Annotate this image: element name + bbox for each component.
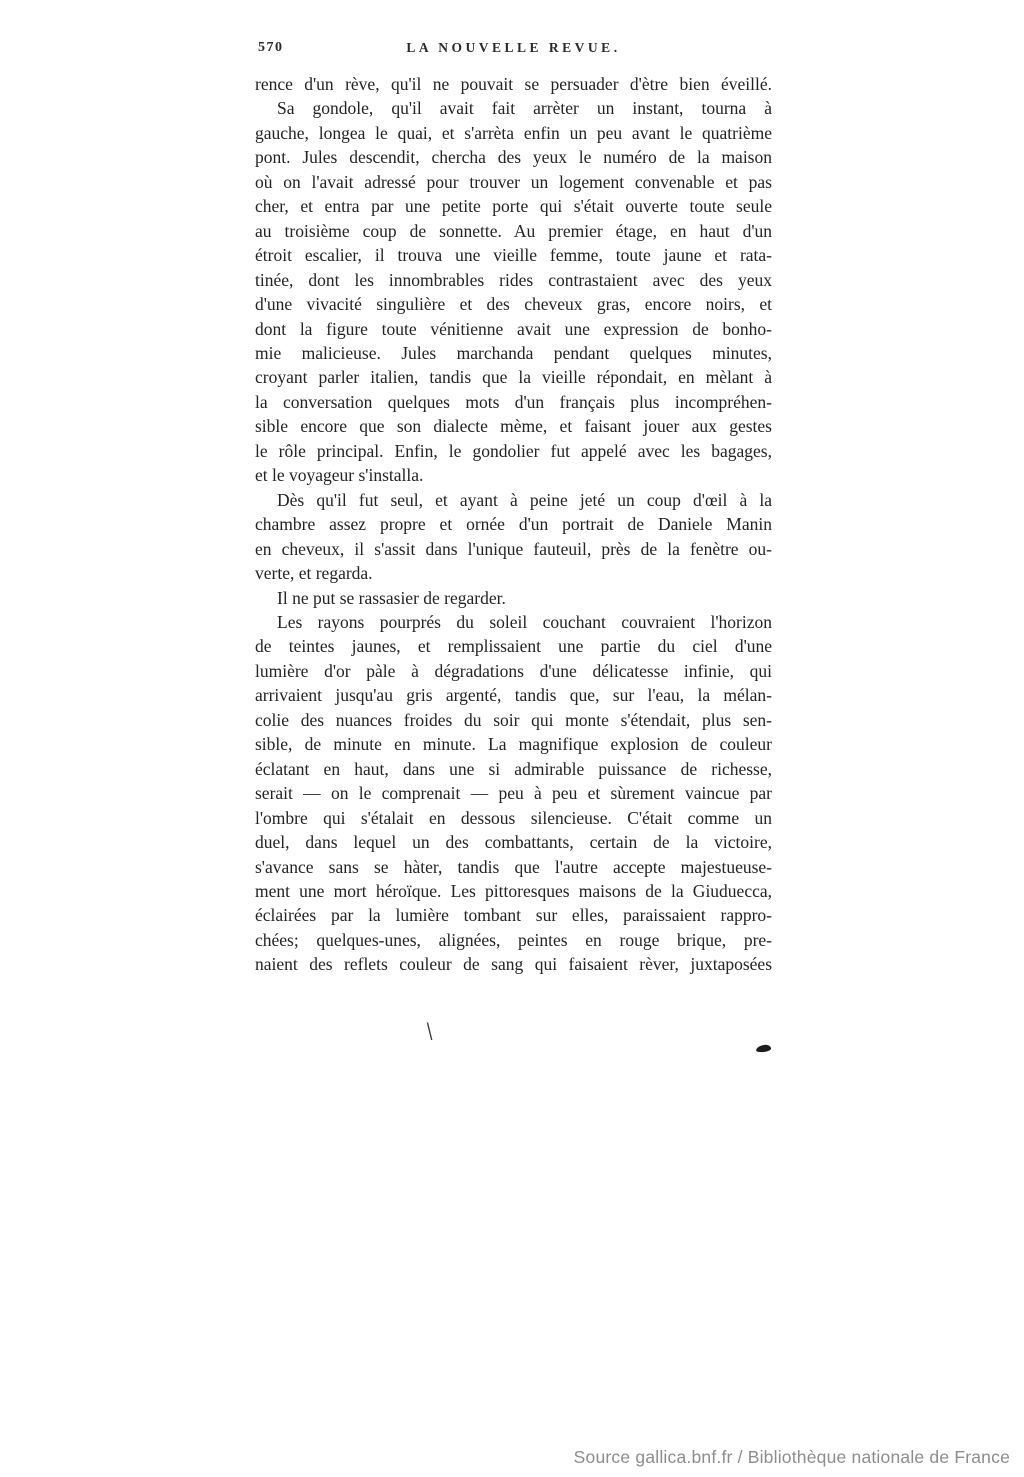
text-line: Il ne put se rassasier de regarder. xyxy=(277,587,506,608)
text-line: la conversation quelques mots d'un français plus incompréhen- xyxy=(255,391,772,412)
text-line: sible encore que son dialecte mème, et faisant jouer aux gestes xyxy=(255,416,772,437)
text-line: rence d'un rève, qu'il ne pouvait se persuader d'ètre bien éveillé. xyxy=(255,74,772,94)
text-line: en cheveux, il s'assit dans l'unique fauteuil, près de la fenètre ou- xyxy=(255,538,772,559)
text-line: le rôle principal. Enfin, le gondolier fut appelé avec les bagages, xyxy=(255,440,772,461)
text-line: éclairées par la lumière tombant sur elles, paraissaient rappro- xyxy=(255,905,772,926)
text-line: colie des nuances froides du soir qui monte s'étendait, plus sen- xyxy=(255,709,772,730)
text-line: l'ombre qui s'étalait en dessous silencieuse. C'était comme un xyxy=(255,807,772,828)
text-line: d'une vivacité singulière et des cheveux gras, encore noirs, et xyxy=(255,294,772,315)
text-block xyxy=(255,72,772,977)
text-line: mie malicieuse. Jules marchanda pendant quelques minutes, xyxy=(255,342,772,363)
text-line: et le voyageur s'installa. xyxy=(255,465,424,486)
page-number: 570 xyxy=(258,40,284,55)
text-line: au troisième coup de sonnette. Au premier étage, en haut d'un xyxy=(255,220,772,241)
text-line: chambre assez propre et ornée d'un portrait de Daniele Manin xyxy=(255,514,772,535)
running-header xyxy=(255,40,772,60)
text-line: croyant parler italien, tandis que la vieille répondait, en mèlant à xyxy=(255,367,772,388)
text-line: ment une mort héroïque. Les pittoresques maisons de la Giuduecca, xyxy=(255,880,772,901)
text-line: où on l'avait adressé pour trouver un logement convenable et pas xyxy=(255,171,772,192)
text-line: Sa gondole, qu'il avait fait arrèter un instant, tourna à xyxy=(277,98,772,119)
text-line: dont la figure toute vénitienne avait une expression de bonho- xyxy=(255,318,772,339)
text-line: tinée, dont les innombrables rides contrastaient avec des yeux xyxy=(255,269,772,290)
text-line: chées; quelques-unes, alignées, peintes en rouge brique, pre- xyxy=(255,929,772,950)
text-line: Les rayons pourprés du soleil couchant couvraient l'horizon xyxy=(277,611,772,632)
text-line: pont. Jules descendit, chercha des yeux le numéro de la maison xyxy=(255,147,772,168)
text-line: Dès qu'il fut seul, et ayant à peine jeté un coup d'œil à la xyxy=(277,489,772,510)
text-line: éclatant en haut, dans une si admirable puissance de richesse, xyxy=(255,758,772,779)
ink-smudge xyxy=(756,1044,772,1053)
text-line: s'avance sans se hàter, tandis que l'autre accepte majestueuse- xyxy=(255,856,772,877)
stray-slash-mark: \ xyxy=(426,1019,433,1043)
text-line: verte, et regarda. xyxy=(255,563,373,584)
journal-title: LA NOUVELLE REVUE. xyxy=(406,40,621,55)
text-line: duel, dans lequel un des combattants, certain de la victoire, xyxy=(255,832,772,853)
text-line: cher, et entra par une petite porte qui s'était ouverte toute seule xyxy=(255,196,772,217)
text-line: lumière d'or pàle à dégradations d'une délicatesse infinie, qui xyxy=(255,660,772,681)
text-line: naient des reflets couleur de sang qui faisaient rèver, juxtaposées xyxy=(255,954,772,975)
text-line: de teintes jaunes, et remplissaient une partie du ciel d'une xyxy=(255,636,772,657)
text-line: arrivaient jusqu'au gris argenté, tandis que, sur l'eau, la mélan- xyxy=(255,685,772,706)
source-attribution: Source gallica.bnf.fr / Bibliothèque nationale de France xyxy=(573,1447,1010,1467)
text-line: serait — on le comprenait — peu à peu et sùrement vaincue par xyxy=(255,783,772,804)
text-line: sible, de minute en minute. La magnifique explosion de couleur xyxy=(255,734,772,755)
text-line: étroit escalier, il trouva une vieille femme, toute jaune et rata- xyxy=(255,245,772,266)
text-line: gauche, longea le quai, et s'arrèta enfin un peu avant le quatrième xyxy=(255,122,772,143)
